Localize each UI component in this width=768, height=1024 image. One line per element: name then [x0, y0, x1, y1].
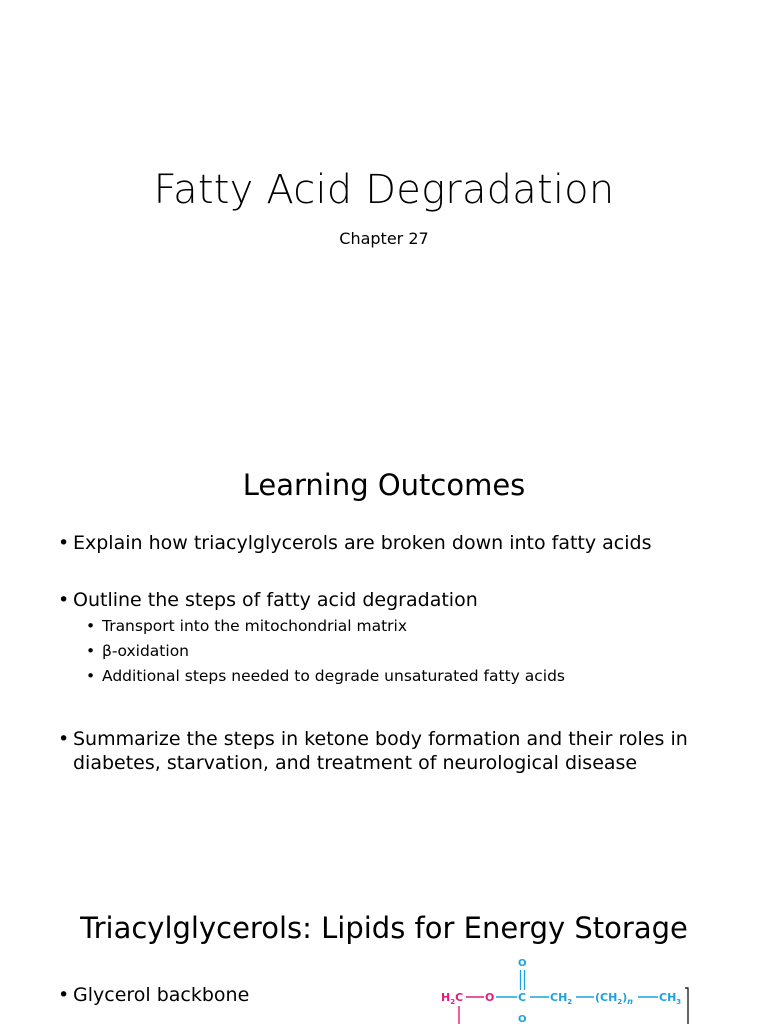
outcome-text: Outline the steps of fatty acid degradation	[73, 589, 478, 611]
bullet-dot: •	[58, 532, 70, 554]
bullet-dot: •	[58, 984, 70, 1006]
acyl-bracket	[685, 988, 688, 1024]
outcome-text-line-2: diabetes, starvation, and treatment of neurological disease	[73, 752, 638, 774]
subbullet-text: β-oxidation	[102, 642, 189, 660]
bullet-dot: •	[58, 728, 70, 750]
glycerol-bullet-text: Glycerol backbone	[73, 984, 250, 1006]
bullet-dot: •	[58, 589, 70, 611]
outcome-bullet-2	[58, 588, 708, 612]
carbonyl-oxygen-bottom: O	[518, 1014, 527, 1024]
slide-title: Fatty Acid Degradation	[153, 167, 615, 213]
bullet-dot: •	[86, 642, 96, 660]
outcome-text-line-1: Summarize the steps in ketone body formation and their roles in	[73, 728, 688, 750]
slide-subtitle: Chapter 27	[339, 229, 429, 248]
outcome-subbullet-3	[86, 666, 706, 686]
outcome-subbullet-1	[86, 616, 706, 636]
outcome-subbullet-2	[86, 641, 706, 661]
subbullet-text: Transport into the mitochondrial matrix	[102, 617, 408, 635]
glycerol-h2c: $H_2C$	[441, 991, 464, 1006]
subbullet-text: Additional steps needed to degrade unsaturated fatty acids	[102, 667, 566, 685]
bullet-dot: •	[86, 667, 96, 685]
outcome-bullet-1	[58, 531, 708, 555]
learning-outcomes-heading: Learning Outcomes	[242, 468, 526, 502]
ch2-group: $CH_2$	[550, 991, 573, 1006]
carbonyl-oxygen-top: O	[518, 958, 527, 969]
ester-oxygen: O	[485, 991, 495, 1004]
triacylglycerol-structure	[430, 950, 700, 1024]
outcome-bullet-3	[58, 727, 708, 775]
triacylglycerols-heading: Triacylglycerols: Lipids for Energy Storage	[80, 911, 688, 945]
methylene-chain: $(CH_2)_n$	[595, 991, 633, 1006]
outcome-text: Explain how triacylglycerols are broken down into fatty acids	[73, 532, 652, 554]
ch3-group: $CH_3$	[659, 991, 682, 1006]
carbonyl-carbon: C	[518, 991, 527, 1004]
bullet-dot: •	[86, 617, 96, 635]
